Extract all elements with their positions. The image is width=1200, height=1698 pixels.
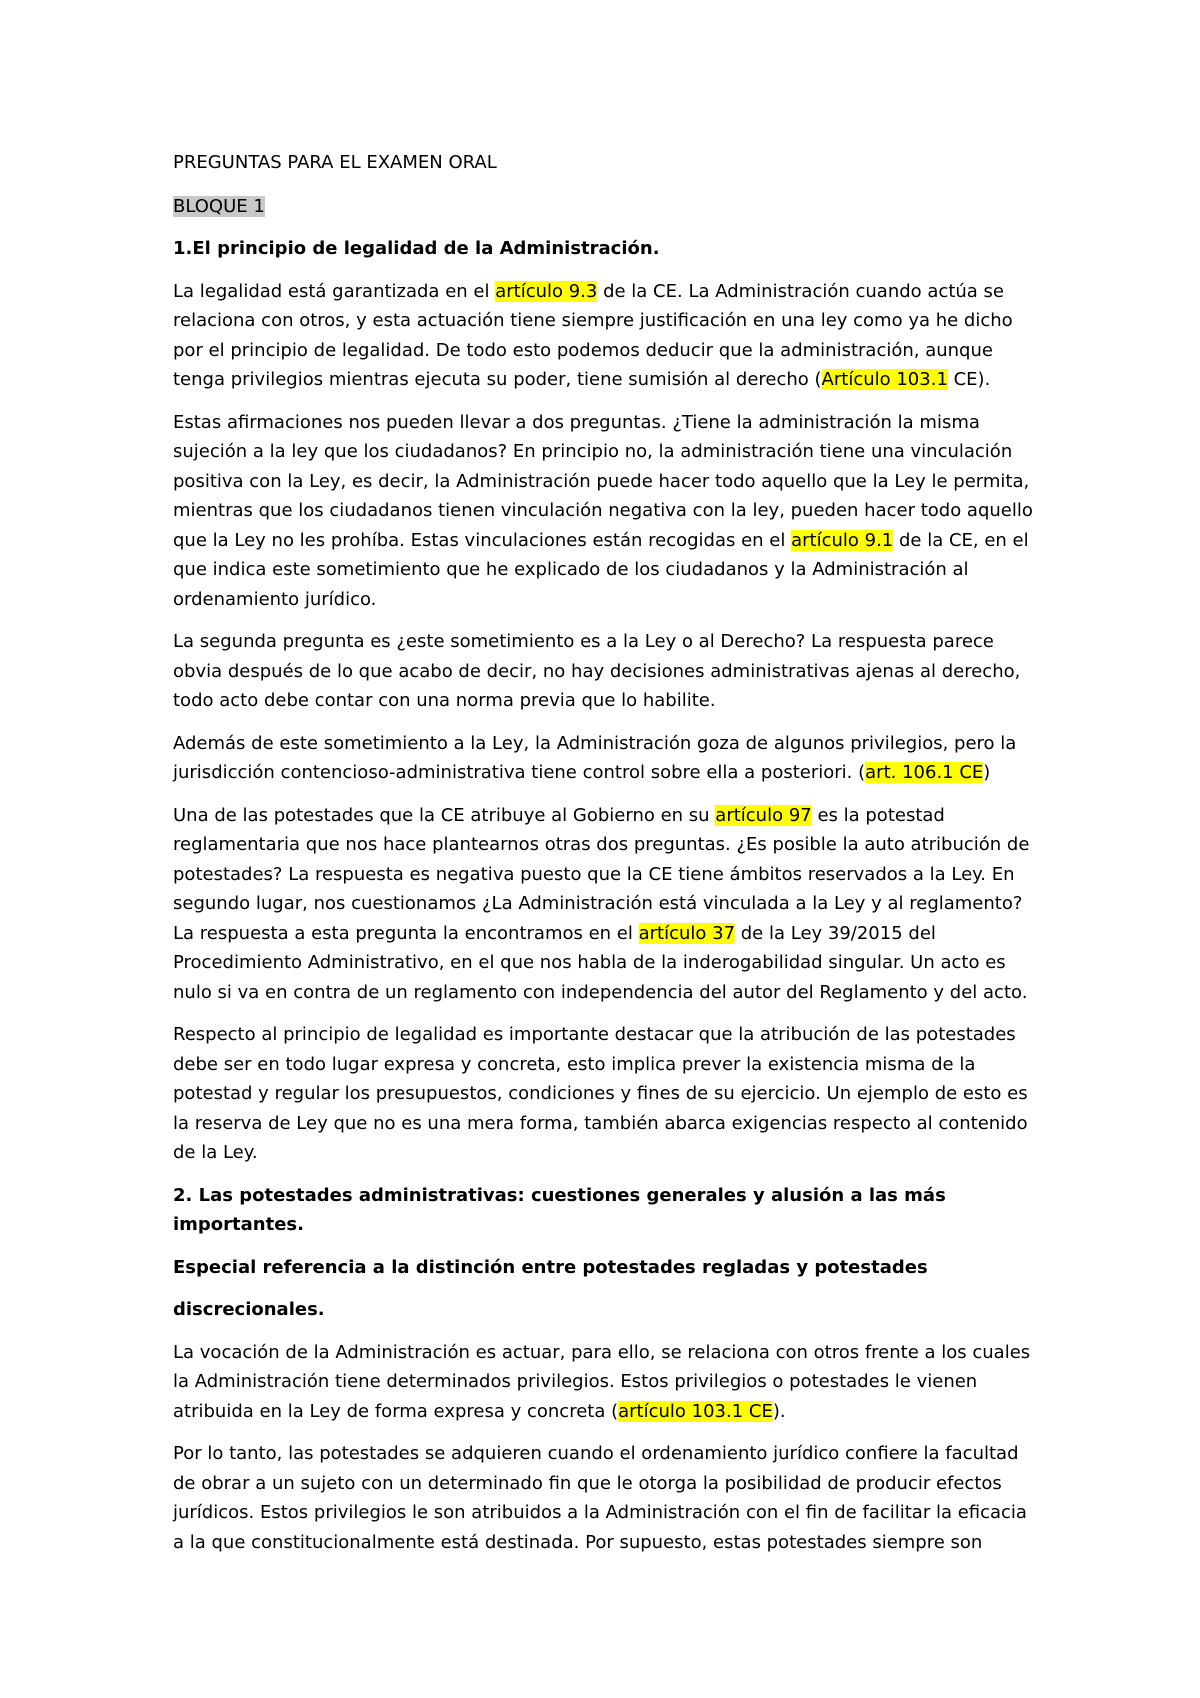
text-run: de la CE, en el que indica este sometimiento que he explicado de los ciudadanos y la Administración al ordenamiento jurídico. [173, 529, 1029, 610]
q1-paragraph-4 [173, 729, 1040, 788]
text-run: de la Ley 39/2015 del Procedimiento Administrativo, en el que nos habla de la inderogabilidad singular. Un acto es nulo si va en contra de un reglamento con independencia del autor del Reglamento y del acto. [173, 922, 1028, 1003]
text-run: CE). [947, 369, 991, 390]
q1-paragraph-6: Respecto al principio de legalidad es importante destacar que la atribución de las potestades debe ser en todo lugar expresa y concreta, esto implica prever la existencia misma de la potestad y regular los presupuestos, condiciones y fines de su ejercicio. Un ejemplo de esto es la reserva de Ley que no es una mera forma, también abarca exigencias respecto al contenido de la Ley. [173, 1024, 1028, 1163]
highlight-article-37: artículo 37 [638, 922, 736, 944]
q1-paragraph-5 [173, 801, 1040, 1008]
text-run: Estas afirmaciones nos pueden llevar a dos preguntas. ¿Tiene la administración la misma sujeción a la ley que los ciudadanos? En principio no, la administración tiene una vinculación positiva con la Ley, es decir, la Administración puede hacer todo aquello que la Ley le permita, mientras que los ciudadanos tienen vinculación negativa con la ley, pueden hacer todo aquello que la Ley no les prohíba. Estas vinculaciones están recogidas en el [173, 411, 1033, 551]
text-run: es la potestad reglamentaria que nos hace plantearnos otras dos preguntas. ¿Es posible la auto atribución de potestades? La respuesta es negativa puesto que la CE tiene ámbitos reservados a la Ley. En segundo lugar, nos cuestionamos ¿La Administración está vinculada a la Ley y al reglamento? La respuesta a esta pregunta la encontramos en el [173, 804, 1030, 944]
highlight-article-103-1: Artículo 103.1 [821, 369, 948, 390]
text-run: La legalidad está garantizada en el [173, 280, 496, 302]
highlight-article-9-3: artículo 9.3 [495, 280, 598, 302]
highlight-article-103-1-ce: artículo 103.1 CE [618, 1400, 773, 1422]
q1-paragraph-2 [173, 408, 1040, 615]
question-2-subheading-cont: discrecionales. [173, 1299, 325, 1320]
text-run: ) [983, 762, 991, 783]
question-1-heading: 1.El principio de legalidad de la Administración. [173, 238, 660, 259]
text-run: La vocación de la Administración es actuar, para ello, se relaciona con otros frente a los cuales la Administración tiene determinados privilegios. Estos privilegios o potestades le vienen atribuida en la Ley de forma expresa y concreta ( [173, 1341, 1031, 1422]
q2-paragraph-2: Por lo tanto, las potestades se adquieren cuando el ordenamiento jurídico confiere la facultad de obrar a un sujeto con un determinado fin que le otorga la posibilidad de producir efectos jurídicos. Estos privilegios le son atribuidos a la Administración con el fin de facilitar la eficacia a la que constitucionalmente está destinada. Por supuesto, estas potestades siempre son [173, 1443, 1027, 1553]
block-label-text: BLOQUE 1 [173, 195, 265, 217]
highlight-article-9-1: artículo 9.1 [791, 529, 894, 551]
q1-paragraph-3: La segunda pregunta es ¿este sometimiento es a la Ley o al Derecho? La respuesta parece obvia después de lo que acabo de decir, no hay decisiones administrativas ajenas al derecho, todo acto debe contar con una norma previa que lo habilite. [173, 631, 1021, 711]
q2-paragraph-1 [173, 1338, 1040, 1427]
q1-paragraph-1 [173, 277, 1040, 395]
question-2-heading: 2. Las potestades administrativas: cuestiones generales y alusión a las más importantes. [173, 1184, 946, 1235]
text-run: Además de este sometimiento a la Ley, la Administración goza de algunos privilegios, pero la jurisdicción contencioso-administrativa tiene control sobre ella a posteriori. ( [173, 732, 1017, 783]
highlight-article-97: artículo 97 [715, 804, 812, 826]
text-run: Una de las potestades que la CE atribuye al Gobierno en su [173, 804, 716, 826]
text-run: ). [772, 1400, 786, 1422]
document-title: PREGUNTAS PARA EL EXAMEN ORAL [173, 152, 497, 173]
question-2-subheading: Especial referencia a la distinción entre potestades regladas y potestades [173, 1256, 928, 1278]
text-run: de la CE. La Administración cuando actúa se relaciona con otros, y esta actuación tiene siempre justificación en una ley como ya he dicho por el principio de legalidad. De todo esto podemos deducir que la administración, aunque tenga privilegios mientras ejecuta su poder, tiene sumisión al derecho ( [173, 280, 1013, 390]
highlight-art-106-1: art. 106.1 CE [865, 762, 984, 783]
block-label [173, 192, 1040, 222]
